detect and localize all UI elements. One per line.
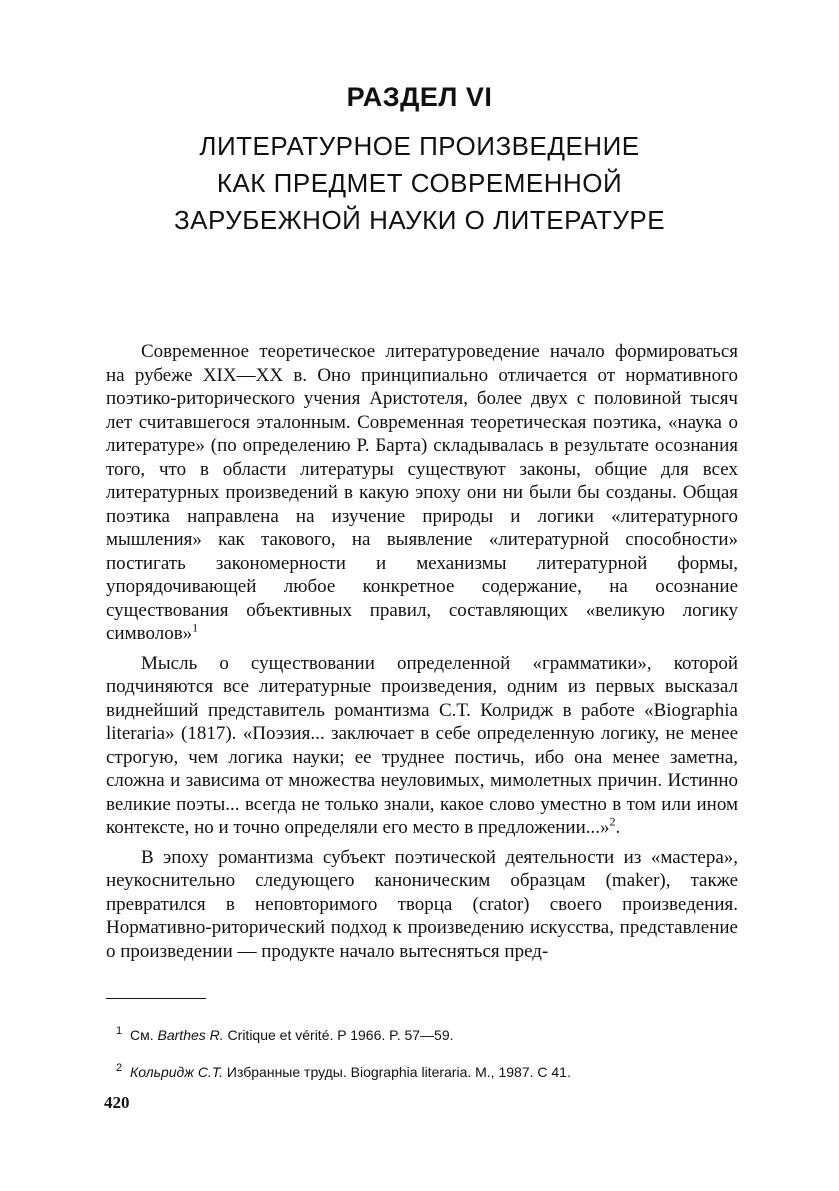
footnote-number: 1 (116, 1025, 123, 1037)
paragraph (106, 652, 738, 840)
footnote-text: Critique et vérité. P 1966. P. 57—59. (227, 1027, 454, 1043)
footnote-author: Barthes R. (157, 1027, 224, 1043)
section-label: РАЗДЕЛ VI (346, 82, 493, 112)
footnote-text: Избранные труды. Biographia literaria. M., 1987. С 41. (226, 1064, 571, 1080)
paragraph-tail: . (615, 817, 621, 838)
footnote-ref[interactable]: 2 (609, 814, 616, 829)
title-line: ЗАРУБЕЖНОЙ НАУКИ О ЛИТЕРАТУРЕ (173, 205, 666, 235)
title-line: ЛИТЕРАТУРНОЕ ПРОИЗВЕДЕНИЕ (199, 131, 640, 161)
footnote-number: 2 (116, 1062, 123, 1074)
paragraph (106, 340, 738, 646)
footnote-ref[interactable]: 1 (192, 620, 199, 635)
footnote-author: Кольридж С.Т. (130, 1064, 224, 1080)
footnotes (106, 1026, 738, 1100)
paragraph-text: Мысль о существовании определенной «грамматики», которой подчиняются все литературные произведения, одним из первых высказал виднейший представитель романтизма С.Т. Колридж в работе «Biographia literaria» (1817). «Поэзия... заключает в себе определенную логику, не менее строгую, чем логика науки; ее труднее постичь, ибо она менее заметна, сложна и зависима от множества неуловимых, мимолетных причин. Истинно великие поэты... всегда не только знали, какое слово уместно в том или ином контексте, но и точно определяли его место в предложении...» (106, 652, 738, 838)
chapter-title (0, 128, 839, 239)
footnote-prefix: См. (130, 1027, 154, 1043)
paragraph-text: Современное теоретическое литературоведение начало формироваться на рубеже XIX—XX в. Оно принципиально отличается от нормативного поэтико-риторического учения Аристотеля, более двух с половиной тысяч лет считавшегося эталонным. Современная теоретическая поэтика, «наука о литературе» (по определению Р. Барта) складывалась в результате осознания того, что в области литературы существуют законы, общие для всех литературных произведений в какую эпоху они ни были бы созданы. Общая поэтика направлена на изучение природы и логики «литературного мышления» как такового, на выявление «литературной способности» постигать закономерности и механизмы литературной формы, упорядочивающей любое конкретное содержание, на осознание существования объективных правил, составляющих «великую логику символов» (106, 341, 738, 644)
footnote (116, 1062, 738, 1081)
footnote (116, 1025, 738, 1044)
body-text (106, 340, 738, 963)
paragraph-text: В эпоху романтизма субъект поэтической деятельности из «мастера», неукоснительно следующего каноническим образцам (maker), также превратился в неповторимого творца (crator) своего произведения. Нормативно-риторический подход к произведению искусства, представление о произведении — продукте начало вытесняться пред- (106, 846, 738, 962)
paragraph (106, 846, 738, 964)
title-line: КАК ПРЕДМЕТ СОВРЕМЕННОЙ (216, 168, 623, 198)
page-number: 420 (104, 1093, 130, 1112)
footnote-divider (106, 998, 206, 999)
